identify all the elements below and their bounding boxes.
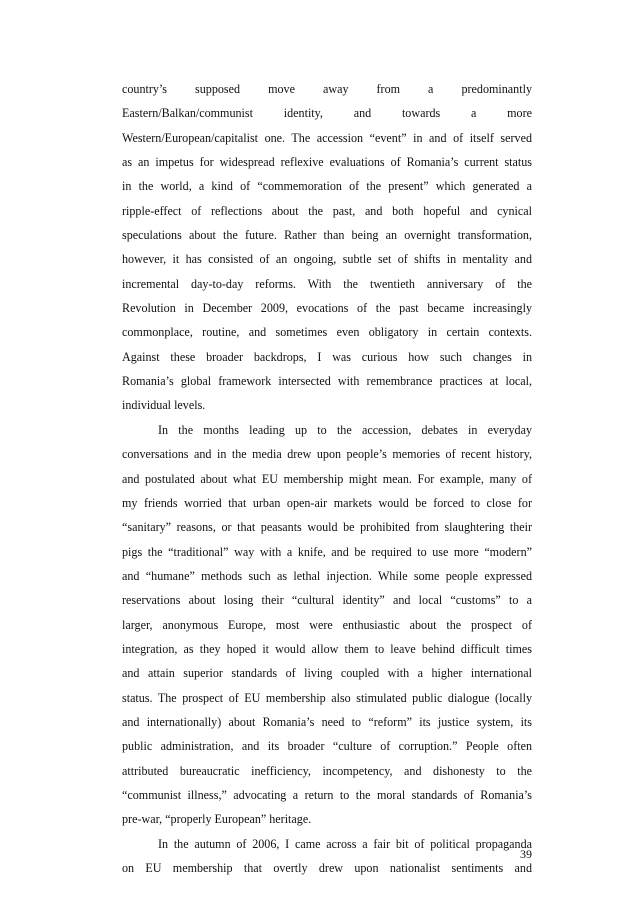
text-line: Western/European/capitalist one. The accession “event” in and of itself served [122, 130, 532, 145]
text-line: and internationally) about Romania’s need to “reform” its justice system, its [122, 714, 532, 729]
text-line: public administration, and its broader “culture of corruption.” People often [122, 739, 532, 754]
paragraph-end-line: individual levels. [122, 398, 206, 413]
text-line: however, it has consisted of an ongoing, subtle set of shifts in mentality and [122, 252, 532, 267]
text-line: and attain superior standards of living coupled with a higher international [122, 666, 532, 681]
text-line: pigs the “traditional” way with a knife, and be required to use more “modern” [122, 544, 532, 559]
text-line: commonplace, routine, and sometimes even obligatory in certain contexts. [122, 325, 532, 340]
body-text [122, 77, 532, 880]
text-line: speculations about the future. Rather than being an overnight transformation, [122, 228, 532, 243]
text-line: “communist illness,” advocating a return to the moral standards of Romania’s [122, 787, 532, 802]
text-line: Romania’s global framework intersected with remembrance practices at local, [122, 374, 532, 389]
text-line: integration, as they hoped it would allow them to leave behind difficult times [122, 641, 532, 656]
text-line: reservations about losing their “cultural identity” and local “customs” to a [122, 593, 532, 608]
text-line: on EU membership that overtly drew upon nationalist sentiments and [122, 861, 532, 875]
text-line: country’s supposed move away from a predominantly [122, 82, 532, 96]
text-line: incremental day-to-day reforms. With the twentieth anniversary of the [122, 276, 532, 291]
paragraph-start-line: In the autumn of 2006, I came across a fair bit of political propaganda [158, 836, 532, 851]
text-line: larger, anonymous Europe, most were enthusiastic about the prospect of [122, 617, 532, 632]
text-line: Revolution in December 2009, evocations of the past became increasingly [122, 301, 532, 316]
page-number: 39 [520, 847, 532, 861]
text-line: ripple-effect of reflections about the past, and both hopeful and cynical [122, 203, 532, 218]
text-line: Eastern/Balkan/communist identity, and towards a more [122, 106, 532, 121]
text-line: and “humane” methods such as lethal injection. While some people expressed [122, 568, 532, 583]
text-line: attributed bureaucratic inefficiency, incompetency, and dishonesty to the [122, 763, 532, 778]
text-line: in the world, a kind of “commemoration of the present” which generated a [122, 179, 532, 194]
text-line: and postulated about what EU membership might mean. For example, many of [122, 471, 532, 486]
text-line: conversations and in the media drew upon people’s memories of recent history, [122, 447, 532, 462]
text-line: “sanitary” reasons, or that peasants would be prohibited from slaughtering their [122, 520, 532, 535]
text-line: Against these broader backdrops, I was curious how such changes in [122, 349, 532, 364]
text-line: status. The prospect of EU membership also stimulated public dialogue (locally [122, 690, 532, 705]
paragraph-end-line: pre-war, “properly European” heritage. [122, 812, 312, 827]
text-line: my friends worried that urban open-air markets would be forced to close for [122, 495, 532, 510]
text-line: as an impetus for widespread reflexive evaluations of Romania’s current status [122, 155, 532, 170]
paragraph-start-line: In the months leading up to the accession, debates in everyday [158, 422, 532, 437]
